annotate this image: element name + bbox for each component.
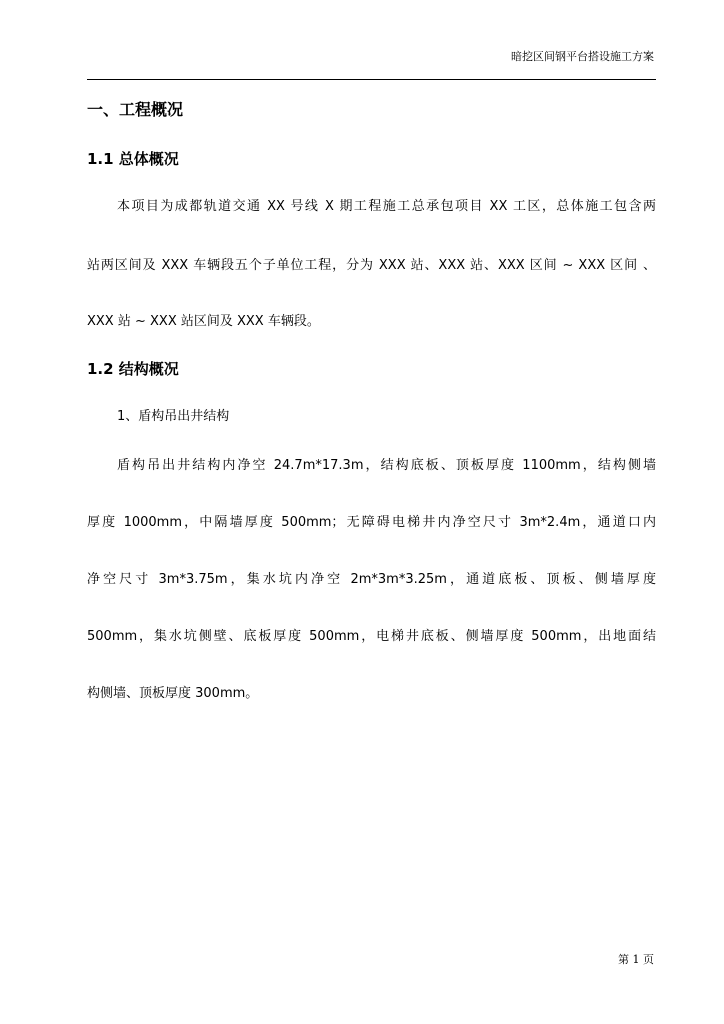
page-number: 第 1 页	[618, 953, 654, 966]
subsection-heading-general: 1.1 总体概况	[87, 150, 179, 168]
item-title: 1、盾构吊出井结构	[117, 409, 230, 424]
paragraph-line: XXX 站 ~ XXX 站区间及 XXX 车辆段。	[87, 314, 320, 329]
paragraph-line: 本项目为成都轨道交通 XX 号线 X 期工程施工总承包项目 XX 工区，总体施工包含两	[117, 199, 656, 214]
header-divider	[87, 79, 656, 80]
header-title: 暗挖区间钢平台搭设施工方案	[511, 50, 654, 63]
subsection-heading-structure: 1.2 结构概况	[87, 360, 179, 378]
paragraph-line: 净空尺寸 3m*3.75m，集水坑内净空 2m*3m*3.25m，通道底板、顶板、侧墙厚度	[87, 572, 656, 587]
section-heading-overview: 一、工程概况	[87, 100, 184, 119]
paragraph-line: 盾构吊出井结构内净空 24.7m*17.3m，结构底板、顶板厚度 1100mm，结构侧墙	[117, 458, 656, 473]
paragraph-line: 500mm，集水坑侧壁、底板厚度 500mm，电梯井底板、侧墙厚度 500mm，出地面结	[87, 629, 656, 644]
paragraph-line: 站两区间及 XXX 车辆段五个子单位工程，分为 XXX 站、XXX 站、XXX 区间 ~ XXX 区间 、	[87, 258, 656, 273]
paragraph-line: 厚度 1000mm，中隔墙厚度 500mm；无障碍电梯井内净空尺寸 3m*2.4m，通道口内	[87, 515, 656, 530]
paragraph-line: 构侧墙、顶板厚度 300mm。	[87, 686, 259, 701]
